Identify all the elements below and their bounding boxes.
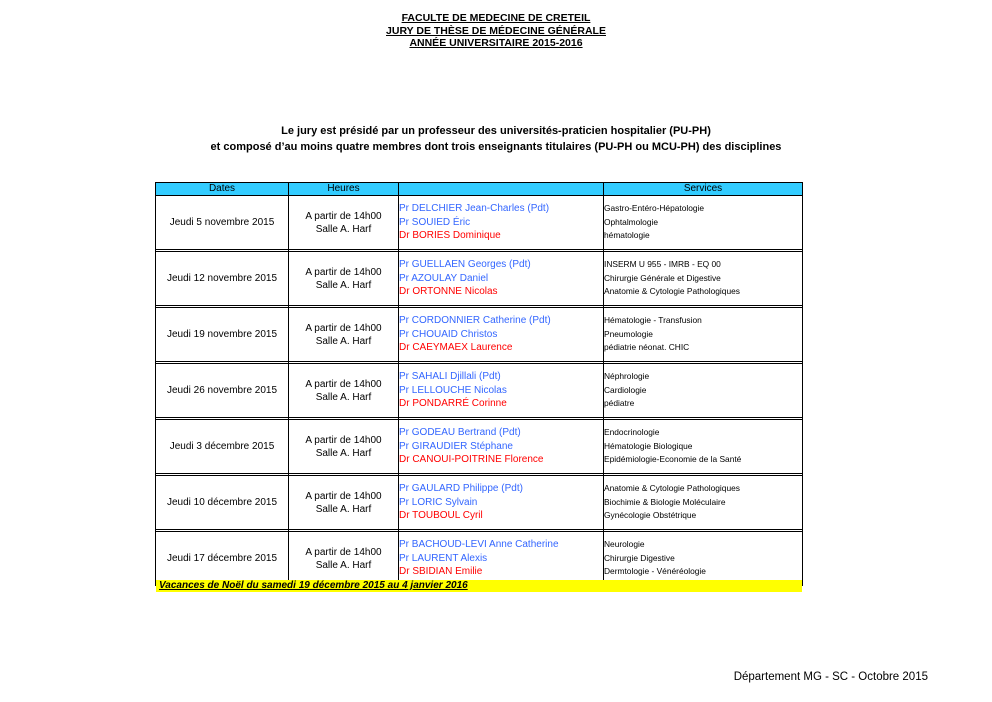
president-member: Pr GAULARD Philippe (Pdt) (399, 483, 523, 495)
time-cell (289, 364, 399, 418)
jury-title: JURY DE THÈSE DE MÉDECINE GÉNÉRALE (386, 24, 606, 37)
start-time: A partir de 14h00 (305, 434, 382, 446)
service-2: Ophtalmologie (604, 216, 659, 227)
professor-member: Pr LORIC Sylvain (399, 496, 478, 508)
start-time: A partir de 14h00 (305, 378, 382, 390)
professor-member: Pr SOUIED Éric (399, 216, 471, 228)
jury-schedule-table (155, 182, 803, 586)
services-cell (604, 532, 803, 586)
time-cell (289, 308, 399, 362)
year-title: ANNÉE UNIVERSITAIRE 2015-2016 (409, 37, 583, 49)
president-member: Pr GUELLAEN Georges (Pdt) (399, 259, 531, 271)
president-member: Pr SAHALI Djillali (Pdt) (399, 371, 501, 383)
room-name: Salle A. Harf (315, 391, 372, 403)
start-time: A partir de 14h00 (305, 546, 382, 558)
start-time: A partir de 14h00 (305, 210, 382, 222)
service-2: Pneumologie (604, 328, 653, 339)
room-name: Salle A. Harf (315, 335, 372, 347)
members-cell (399, 196, 604, 250)
table-row (156, 308, 803, 362)
doctor-member: Dr PONDARRÉ Corinne (399, 398, 507, 410)
header-services: Services (604, 183, 803, 196)
document-header (0, 12, 992, 50)
service-2: Biochimie & Biologie Moléculaire (604, 496, 726, 507)
intro-text (0, 123, 992, 155)
service-1: Gastro-Entéro-Hépatologie (604, 203, 705, 214)
start-time: A partir de 14h00 (305, 490, 382, 502)
professor-member: Pr GIRAUDIER Stéphane (399, 440, 513, 452)
table-row (156, 476, 803, 530)
header-members (399, 183, 604, 196)
service-1: Neurologie (604, 539, 645, 550)
footer-note: Département MG - SC - Octobre 2015 (733, 671, 928, 683)
service-3: Epidémiologie-Economie de la Santé (604, 454, 742, 465)
holiday-text: Vacances de Noël du samedi 19 décembre 2015 au 4 janvier 2016 (159, 580, 468, 591)
intro-line-2: et composé d’au moins quatre membres dont trois enseignants titulaires (PU-PH ou MCU-PH) des disciplines (210, 141, 782, 153)
services-cell (604, 308, 803, 362)
date-cell: Jeudi 26 novembre 2015 (156, 364, 289, 418)
date-cell: Jeudi 5 novembre 2015 (156, 196, 289, 250)
table-row (156, 420, 803, 474)
header-heures: Heures (289, 183, 399, 196)
date-cell: Jeudi 19 novembre 2015 (156, 308, 289, 362)
date-cell: Jeudi 3 décembre 2015 (156, 420, 289, 474)
members-cell (399, 252, 604, 306)
president-member: Pr DELCHIER Jean-Charles (Pdt) (399, 203, 550, 215)
service-3: Anatomie & Cytologie Pathologiques (604, 286, 740, 297)
service-1: Anatomie & Cytologie Pathologiques (604, 483, 740, 494)
services-cell (604, 420, 803, 474)
doctor-member: Dr CAEYMAEX Laurence (399, 342, 513, 354)
start-time: A partir de 14h00 (305, 266, 382, 278)
doctor-member: Dr CANOUI-POITRINE Florence (399, 454, 544, 466)
table-row (156, 532, 803, 586)
room-name: Salle A. Harf (315, 223, 372, 235)
members-cell (399, 476, 604, 530)
room-name: Salle A. Harf (315, 279, 372, 291)
professor-member: Pr LELLOUCHE Nicolas (399, 384, 507, 396)
time-cell (289, 532, 399, 586)
members-cell (399, 308, 604, 362)
professor-member: Pr LAURENT Alexis (399, 552, 488, 564)
table-row (156, 364, 803, 418)
room-name: Salle A. Harf (315, 503, 372, 515)
room-name: Salle A. Harf (315, 447, 372, 459)
service-3: pédiatre (604, 398, 635, 409)
table-row (156, 196, 803, 250)
professor-member: Pr CHOUAID Christos (399, 328, 498, 340)
time-cell (289, 420, 399, 474)
time-cell (289, 252, 399, 306)
service-3: pédiatrie néonat. CHIC (604, 342, 690, 353)
service-3: hématologie (604, 230, 650, 241)
president-member: Pr BACHOUD-LEVI Anne Catherine (399, 539, 559, 551)
doctor-member: Dr SBIDIAN Emilie (399, 566, 483, 578)
service-2: Hématologie Biologique (604, 440, 693, 451)
service-1: Hématologie - Transfusion (604, 315, 702, 326)
faculty-title: FACULTE DE MEDECINE DE CRETEIL (401, 12, 591, 24)
service-2: Chirurgie Digestive (604, 552, 675, 563)
doctor-member: Dr ORTONNE Nicolas (399, 286, 498, 298)
doctor-member: Dr BORIES Dominique (399, 230, 501, 242)
services-cell (604, 364, 803, 418)
start-time: A partir de 14h00 (305, 322, 382, 334)
service-3: Gynécologie Obstétrique (604, 510, 697, 521)
service-2: Chirurgie Générale et Digestive (604, 272, 721, 283)
table-header-row (156, 183, 803, 196)
date-cell: Jeudi 10 décembre 2015 (156, 476, 289, 530)
doctor-member: Dr TOUBOUL Cyril (399, 510, 483, 522)
intro-line-1: Le jury est présidé par un professeur des universités-praticien hospitalier (PU-PH) (281, 125, 711, 137)
services-cell (604, 196, 803, 250)
date-cell: Jeudi 12 novembre 2015 (156, 252, 289, 306)
time-cell (289, 196, 399, 250)
service-1: INSERM U 955 - IMRB - EQ 00 (604, 259, 721, 270)
holiday-banner (156, 580, 802, 592)
services-cell (604, 476, 803, 530)
professor-member: Pr AZOULAY Daniel (399, 272, 489, 284)
service-3: Dermtologie - Vénéréologie (604, 566, 706, 577)
services-cell (604, 252, 803, 306)
table-row (156, 252, 803, 306)
president-member: Pr CORDONNIER Catherine (Pdt) (399, 315, 551, 327)
members-cell (399, 420, 604, 474)
date-cell: Jeudi 17 décembre 2015 (156, 532, 289, 586)
members-cell (399, 364, 604, 418)
time-cell (289, 476, 399, 530)
president-member: Pr GODEAU Bertrand (Pdt) (399, 427, 521, 439)
service-2: Cardiologie (604, 384, 647, 395)
header-dates: Dates (156, 183, 289, 196)
members-cell (399, 532, 604, 586)
room-name: Salle A. Harf (315, 559, 372, 571)
service-1: Néphrologie (604, 371, 650, 382)
service-1: Endocrinologie (604, 427, 660, 438)
